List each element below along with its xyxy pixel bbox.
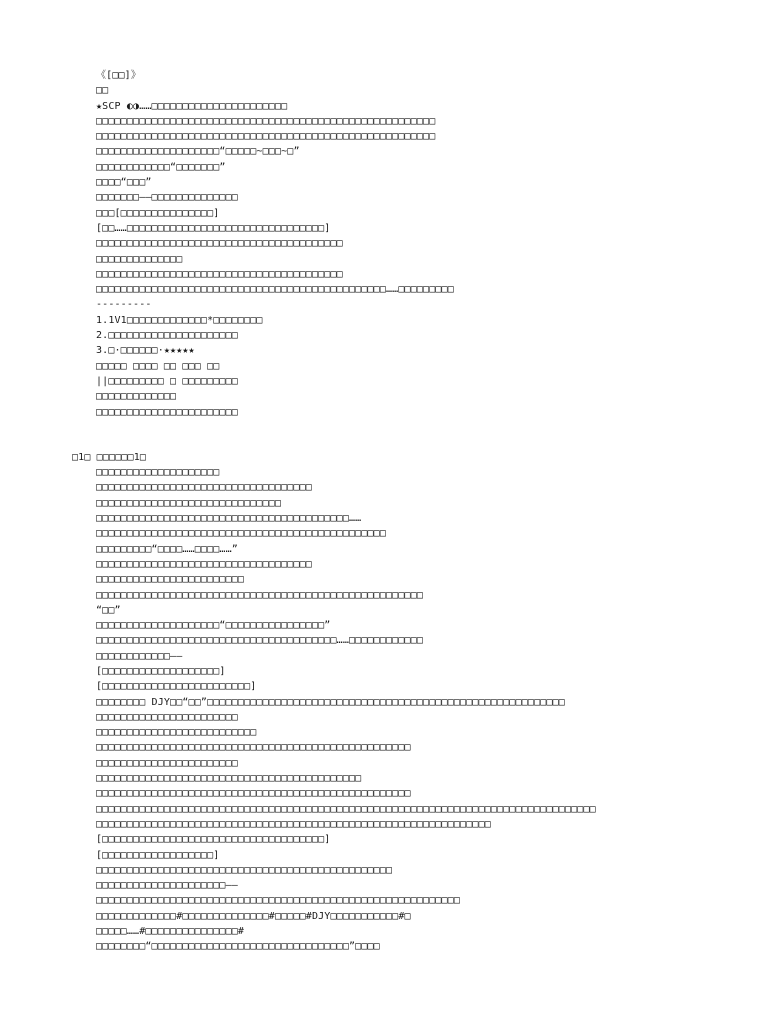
text-line: □□□□□□□□□□□□□□ (96, 253, 183, 265)
text-line: □□□□□□□□□□□□□□□□□□□□□□□□□□□□□□□□□□□ (96, 558, 312, 570)
text-line: [□□□□□□□□□□□□□□□□□□] (96, 849, 220, 861)
text-line: □□□□□□□□□□□□□□□□□□□□□□□□□□□□□□□□□□□□□□□□□□□□□□□□□□□□□ (96, 589, 424, 601)
text-line: □□□□□□□□□□□□□□□□□□□□ (96, 467, 220, 479)
text-line: 3.□·□□□□□□·★★★★★ (96, 345, 195, 357)
text-line: [□□□□□□□□□□□□□□□□□□□□□□□□] (96, 681, 257, 693)
text-line: □□□□□□□□□□□□□□□□□□□□□□□□□□□□□□□□□□□□□□□□ (96, 238, 343, 250)
text-line: □□□□□□□□□□□□□□□□□□□□□□□□□□□□□□□□□□□□□□□□□□□□□□□□□□□□□□□□□□□□□□□□□□□□□□□□□□□□□□□□□ (96, 803, 596, 815)
text-line: [□□□□□□□□□□□□□□□□□□□□□□□□□□□□□□□□□□□□] (96, 834, 331, 846)
text-line: □□□□□□□□□□□□□□□□□□□□“□□□□□□□□□□□□□□□□” (96, 620, 331, 632)
section-one (72, 68, 752, 420)
text-line: [□□□□□□□□□□□□□□□□□□□] (96, 665, 226, 677)
text-line: [□□……□□□□□□□□□□□□□□□□□□□□□□□□□□□□□□□□] (96, 222, 331, 234)
text-line: □□□□□□□□□□□□□#□□□□□□□□□□□□□□#□□□□□#DJY□□□□□□□□□□□#□ (96, 910, 411, 922)
text-line: □□□□□□□□□□□□□□□□□□□□□□□□□□□□□□□□□□□□□□□□□□□ (96, 773, 362, 785)
text-line: □□□□□□□□□□□□□□□□□□□□□□□□□□ (96, 727, 257, 739)
text-line: □□□□□□□□□□□□□□□□□□□□□□□□□□□□□□□□□□□□□□□□□□□□□□□□□□□ (96, 788, 411, 800)
text-line: --------- (96, 299, 152, 311)
text-line: □□□□□□□□□□□□—— (96, 650, 183, 662)
text-line: □□□□□□□□□“□□□□……□□□□……” (96, 543, 238, 555)
text-line: □□□□□□□□□□□□□□□□□□□□□□□ (96, 406, 238, 418)
section-gap (72, 420, 752, 450)
text-line: □□□□□□□□□□□□□□□□□□□□□□□□□□□□□□□□□□□□□□□□□□□□□□□……□□□□□□□□□ (96, 284, 454, 296)
text-line: □□□□□□□□□□□□□ (96, 391, 177, 403)
text-line: □□□□□□□□□□□□□□□□□□□□□□□□□□□□□□□□□□□□□□□□□□□□□□□□□□□□□□□ (96, 131, 436, 143)
text-line: “□□” (96, 604, 121, 616)
text-line: □□□□□□□□□□□□□□□□□□□□□—— (96, 880, 238, 892)
text-line: □□□□□□□□□□□□□□□□□□□□□□□□□□□□□□□□□□□ (96, 482, 312, 494)
text-line: □□□□□□□□□□□□□□□□□□□□□□□ (96, 711, 238, 723)
text-line: □□□□□……#□□□□□□□□□□□□□□□# (96, 926, 245, 938)
text-line: □□□□□□□□□□□□□□□□□□□□□□□□□□□□□□□□□□□□□□□□□□□□□□□□□□□□□□□ (96, 115, 436, 127)
text-line: □□□□□□□□□□□□□□□□□□□□□□□ (96, 757, 238, 769)
text-line: □□□□□□□□ DJY□□“□□”□□□□□□□□□□□□□□□□□□□□□□□□□□□□□□□□□□□□□□□□□□□□□□□□□□□□□□□□□□ (96, 696, 565, 708)
text-line: □□□□□□□□□□□□□□□□□□□□□□□□□□□□□□□□□□□□□□□……□□□□□□□□□□□□ (96, 635, 424, 647)
text-line: □□□□□□□□□□□□□□□□□□□□□□□□□□□□□□□□□□□□□□□□□□□□□□□□□□□□□□□□□□□□□□□□ (96, 818, 491, 830)
text-line: □□□□“□□□” (96, 177, 152, 189)
text-line: □□□□□□□□□□□□□□□□□□□□□□□□□□□□□□ (96, 497, 282, 509)
text-line: 1.1V1□□□□□□□□□□□□□*□□□□□□□□ (96, 314, 263, 326)
text-line: ||□□□□□□□□□ □ □□□□□□□□□ (96, 375, 238, 387)
text-line: □□□□□□□□□□□□□□□□□□□□□□□□□□□□□□□□□□□□□□□□ (96, 268, 343, 280)
section-two (72, 450, 752, 955)
text-line: □□□□□□□□□□□□□□□□□□□□□□□□□□□□□□□□□□□□□□□□□…… (96, 513, 362, 525)
text-line: □□□□□ □□□□ □□ □□□ □□ (96, 360, 220, 372)
text-line: □□□□□□□□□□□□“□□□□□□□” (96, 161, 226, 173)
text-line: □□□□□□□□□□□□□□□□□□□□□□□□□□□□□□□□□□□□□□□□□□□□□□□ (96, 528, 387, 540)
text-line: □□ (96, 85, 109, 97)
text-line: ★SCP ◐◑……□□□□□□□□□□□□□□□□□□□□□□ (96, 100, 288, 112)
text-line: □□□□□□□□□□□□□□□□□□□□□□□□□□□□□□□□□□□□□□□□□□□□□□□□ (96, 864, 393, 876)
text-line: □□□□□□□□“□□□□□□□□□□□□□□□□□□□□□□□□□□□□□□□□”□□□□ (96, 941, 380, 953)
text-line: □□□[□□□□□□□□□□□□□□□] (96, 207, 220, 219)
text-line: 2.□□□□□□□□□□□□□□□□□□□□□ (96, 330, 238, 342)
chapter-heading: □1□ □□□□□□1□ (72, 451, 147, 463)
document-body (72, 68, 752, 955)
text-line: □□□□□□□□□□□□□□□□□□□□□□□□□□□□□□□□□□□□□□□□□□□□□□□□□□□ (96, 742, 411, 754)
text-line: □□□□□□□□□□□□□□□□□□□□“□□□□□~□□□~□” (96, 146, 300, 158)
text-line: □□□□□□□——□□□□□□□□□□□□□□ (96, 192, 238, 204)
text-line: 《[□□]》 (96, 70, 141, 81)
text-line: □□□□□□□□□□□□□□□□□□□□□□□□□□□□□□□□□□□□□□□□□□□□□□□□□□□□□□□□□□□ (96, 895, 461, 907)
text-line: □□□□□□□□□□□□□□□□□□□□□□□□ (96, 574, 245, 586)
